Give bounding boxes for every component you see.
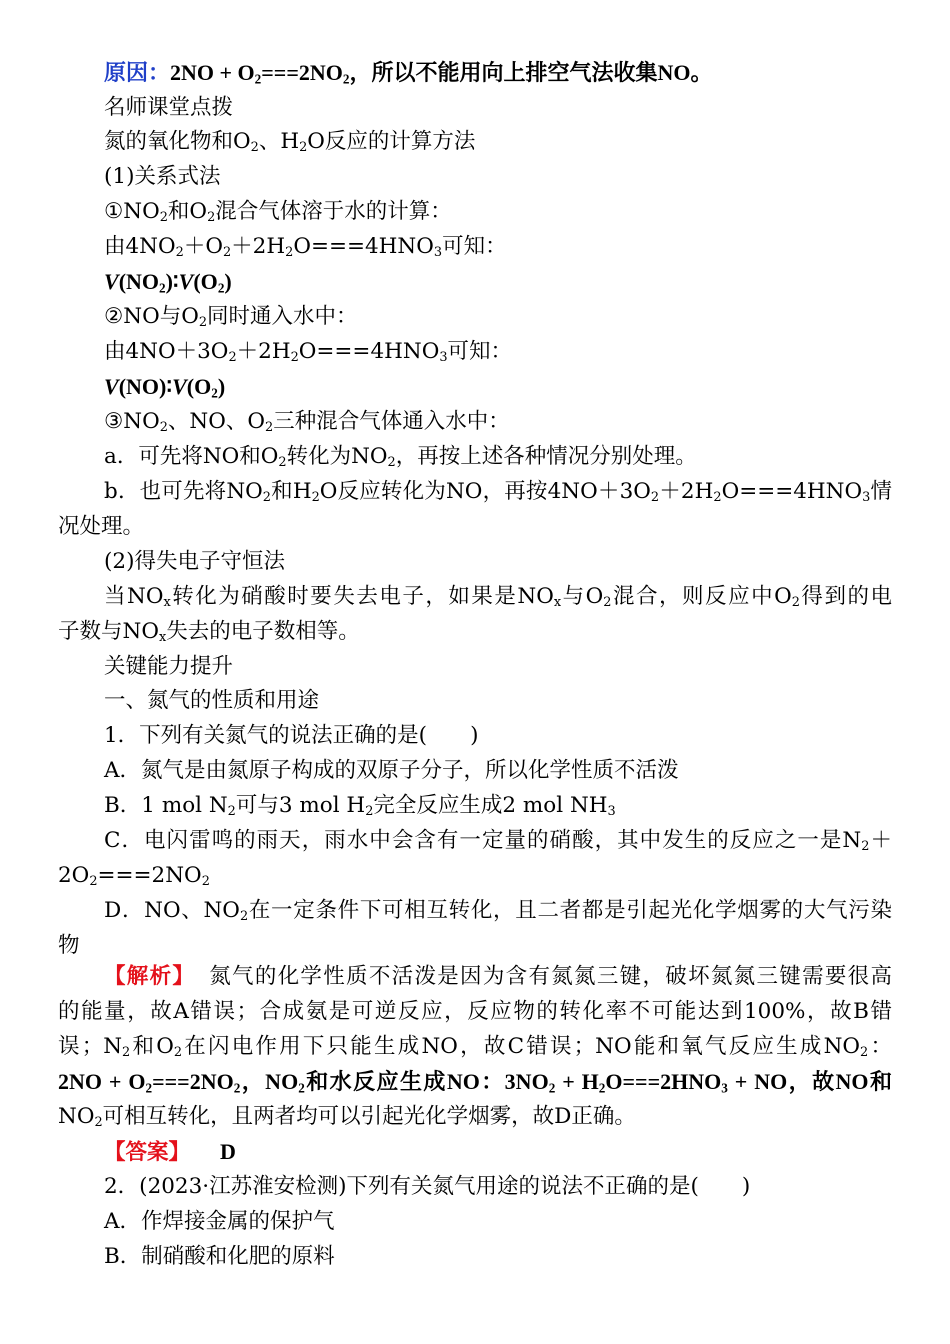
- equation-2: 由$4NO+3O_2+2H_2O===4HNO_3$可知：: [104, 339, 513, 366]
- question-2-option-a: A．作焊接金属的保护气: [104, 1209, 335, 1234]
- ratio-2: $V(NO)∶V(O_2)$: [104, 374, 226, 401]
- question-1: 1．下列有关氮气的说法正确的是( ): [104, 723, 479, 748]
- analysis-label: 【解析】: [104, 964, 196, 989]
- reason-label: 原因：: [104, 60, 171, 85]
- analysis-line-2: 的能量，故A错误；合成氨是可逆反应，反应物的转化率不可能达到100%，故B错: [58, 999, 892, 1024]
- case-3b-cont: 况处理。: [58, 514, 145, 539]
- ratio-1: $V(NO_2)∶V(O_2)$: [104, 269, 232, 296]
- calc-method-title: 氮的氧化物和$O_2$、$H_2O$反应的计算方法: [104, 129, 476, 156]
- question-2-option-b: B．制硝酸和化肥的原料: [104, 1244, 335, 1269]
- case-3: $③NO_2$、NO、$O_2$三种混合气体通入水中：: [104, 409, 510, 436]
- case-3b: b．也可先将$NO_2$和$H_2O$反应转化为NO，再按$4NO+3O_2+2H_2O===4HNO_3$情: [104, 479, 892, 506]
- section-heading-teacher-tips: 名师课堂点拨: [104, 95, 234, 120]
- equation-1: 由$4NO_2+O_2+2H_2O===4HNO_3$可知：: [104, 234, 507, 261]
- electron-conservation-text: 当$NO_x$转化为硝酸时要失去电子，如果是$NO_x$与$O_2$混合，则反应中$O_2$得到的电: [104, 584, 892, 611]
- section-heading-nitrogen: 一、氮气的性质和用途: [104, 688, 320, 713]
- reason-line: 原因：$2NO + O_2===2NO_2$，所以不能用向上排空气法收集NO。: [104, 60, 713, 87]
- question-2: 2．(2023·江苏淮安检测)下列有关氮气用途的说法不正确的是( ): [104, 1174, 751, 1199]
- answer-line: [104, 1137, 236, 1168]
- question-1-option-d-cont: 物: [58, 933, 80, 958]
- method-2-title: (2)得失电子守恒法: [104, 549, 285, 574]
- question-1-option-c: C．电闪雷鸣的雨天，雨水中会含有一定量的硝酸，其中发生的反应之一是$N_2+$: [104, 828, 892, 855]
- answer-value: D: [220, 1139, 236, 1164]
- question-1-option-d: D．NO、$NO_2$在一定条件下可相互转化，且二者都是引起光化学烟雾的大气污染: [104, 898, 892, 925]
- analysis-line-4: $2NO + O_2===2NO_2$，$NO_2$和水反应生成NO：$3NO_2 + H_2O===2HNO_3$ + NO，故NO和: [58, 1069, 892, 1096]
- answer-label: 【答案】: [104, 1140, 191, 1165]
- analysis-line-1: 【解析】 氮气的化学性质不活泼是因为含有氮氮三键，破坏氮氮三键需要很高: [104, 964, 892, 989]
- case-1: $①NO_2$和$O_2$混合气体溶于水的计算：: [104, 199, 452, 226]
- analysis-line-5: $NO_2$可相互转化，且两者均可以引起光化学烟雾，故D正确。: [58, 1104, 636, 1131]
- question-1-option-c-cont: $2O_2===2NO_2$: [58, 863, 210, 890]
- question-1-option-b: B．1 mol $N_2$可与3 mol $H_2$完全反应生成2 mol $NH_3$: [104, 793, 616, 820]
- section-heading-ability: 关键能力提升: [104, 654, 234, 679]
- electron-conservation-cont: 子数与$NO_x$失去的电子数相等。: [58, 619, 360, 646]
- analysis-line-3: 误；$N_2$和$O_2$在闪电作用下只能生成NO，故C错误；NO能和氧气反应生成$NO_2$：: [58, 1034, 892, 1061]
- question-1-option-a: A．氮气是由氮原子构成的双原子分子，所以化学性质不活泼: [104, 758, 679, 783]
- case-3a: a．可先将NO和$O_2$转化为$NO_2$，再按上述各种情况分别处理。: [104, 444, 697, 471]
- method-1-title: (1)关系式法: [104, 164, 221, 189]
- case-2: ②NO与$O_2$同时通入水中：: [104, 304, 358, 331]
